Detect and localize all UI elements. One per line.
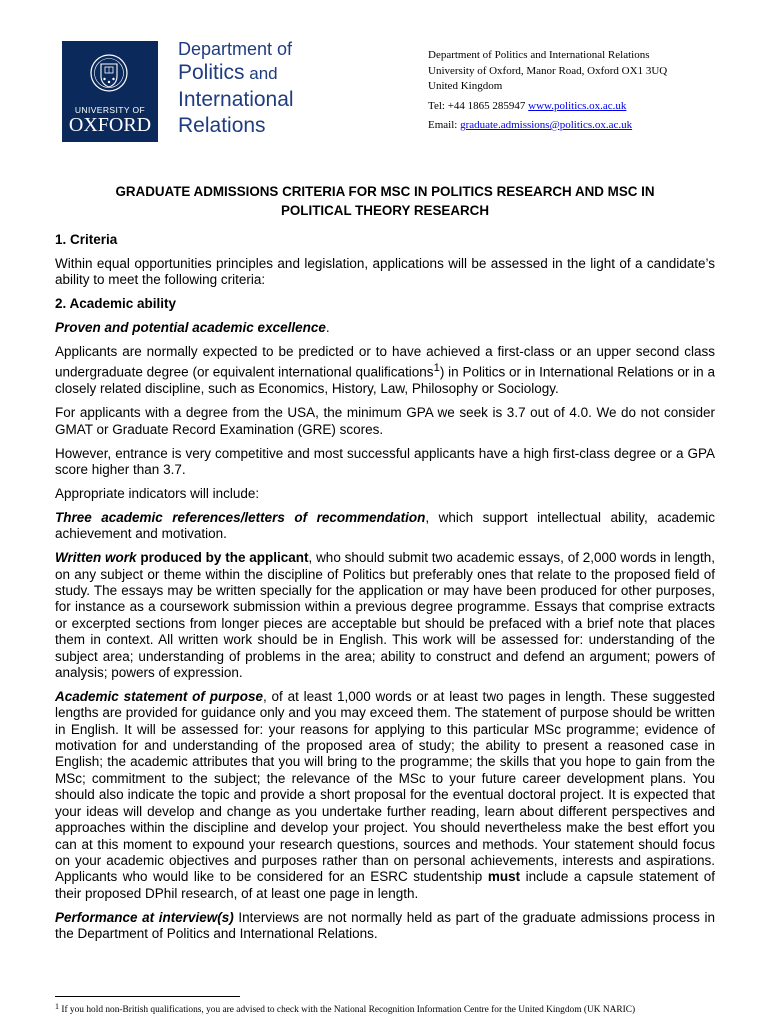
dept-name-line2: Politics and — [178, 61, 278, 84]
address-line1: Department of Politics and International Relations — [428, 49, 650, 61]
section-1-heading: 1. Criteria — [55, 232, 118, 247]
email-link[interactable]: graduate.admissions@politics.ox.ac.uk — [460, 119, 633, 131]
logo-university-of: UNIVERSITY OF — [74, 105, 146, 115]
interview-paragraph: Performance at interview(s) Interviews are not normally held as part of the graduate admissions process in the Department of Politics and International Relations. — [55, 909, 716, 942]
dept-name-line1: Department of — [178, 39, 293, 59]
section-2-heading: 2. Academic ability — [55, 296, 177, 312]
dept-name-line4: Relations — [178, 114, 266, 137]
degree-requirements-paragraph: Applicants are normally expected to be predicted or to have achieved a first-class or an upper second class undergraduate degree (or equivalent international qualifications$^1$) in Politics or in International Relations or in a closely related discipline, such as Economics, History, Law, Philosophy or Sociology. — [55, 344, 715, 397]
telephone-line: Tel: +44 1865 285947 www.politics.ox.ac.uk — [428, 99, 627, 112]
document-title — [55, 182, 715, 220]
statement-of-purpose-paragraph: Academic statement of purpose, of at least 1,000 words or at least two pages in length. These suggested lengths are provided for guidance only and you may exceed them. The statement of purpose should be written in English. It will be assessed for: your reasons for applying to this particular MSc programme; evidence of motivation for and understanding of the proposed area of study; the ability to present a reasoned case in English; the academic attributes that you will bring to the programme; the skills that you hope to gain from the MSc; commitment to the subject; the relevance of the MSc to your future career development plans. You should also indicate the topic and provide a short proposal for the eventual doctoral project. It is expected that your ideas will develop and change as you undertake further reading, learn about different perspectives and approaches within the discipline and develop your project. You should nevertheless make the best effort you can at this moment to expound your research questions, sources and methods. Your statement should focus on your academic objectives and purposes rather than on personal achievements, interests and aspirations. Applicants who would like to be considered for an ESRC studentship must include a capsule statement of their proposed DPhil research, of at least one page in length. — [55, 688, 715, 901]
address-block — [428, 48, 667, 134]
dept-name-line3: International — [178, 88, 294, 111]
department-name — [178, 38, 294, 139]
competition-paragraph: However, entrance is very competitive and most successful applicants have a high first-class degree or a GPA score higher than 3.7. — [55, 445, 715, 477]
gpa-paragraph: For applicants with a degree from the USA, the minimum GPA we seek is 3.7 out of 4.0. We do not consider GMAT or Graduate Record Examination (GRE) scores. — [55, 405, 715, 437]
footnote-ref: 1 — [433, 362, 440, 375]
address-line2: University of Oxford, Manor Road, Oxford OX1 3UQ — [428, 64, 668, 77]
title-line1: GRADUATE ADMISSIONS CRITERIA FOR MSC IN POLITICS RESEARCH AND MSC IN — [115, 184, 655, 199]
crest-icon — [89, 49, 129, 97]
written-work-paragraph: Written work produced by the applicant, who should submit two academic essays, of 2,000 words in length, on any subject or theme within the discipline of Politics but preferably ones that relate to the proposed field of study. The essays may be written specially for the application or may have been produced for other purposes, for instance as a coursework submission within a previous degree programme. Essays that comprise extracts or excerpted sections from longer pieces are acceptable but should be prefaced with a brief note that places them in context. All written work should be in English. This work will be assessed for: understanding of the subject area; understanding of problems in the area; ability to construct and defend an argument; powers of analysis; powers of expression. — [55, 550, 715, 680]
logo-oxford: OXFORD — [68, 114, 152, 136]
footnote: $^1$ If you hold non-British qualifications, you are advised to check with the National Recognition Information Centre for the United Kingdom (UK NARIC) — [55, 1002, 636, 1015]
footnote-divider — [55, 996, 240, 997]
excellence-subheading: Proven and potential academic excellence. — [55, 320, 330, 336]
indicators-intro: Appropriate indicators will include: — [55, 485, 260, 501]
criteria-paragraph: Within equal opportunities principles and legislation, applications will be assessed in the light of a candidate’s ability to meet the following criteria: — [55, 255, 715, 288]
university-logo — [62, 41, 158, 142]
email-line: Email: graduate.admissions@politics.ox.ac.uk — [428, 119, 633, 131]
website-link[interactable]: www.politics.ox.ac.uk — [528, 99, 627, 112]
title-line2: POLITICAL THEORY RESEARCH — [280, 203, 490, 218]
address-line3: United Kingdom — [428, 80, 503, 92]
references-paragraph: Three academic references/letters of recommendation, which support intellectual ability, academic achievement and motivation. — [55, 509, 715, 542]
document-body — [55, 232, 715, 950]
